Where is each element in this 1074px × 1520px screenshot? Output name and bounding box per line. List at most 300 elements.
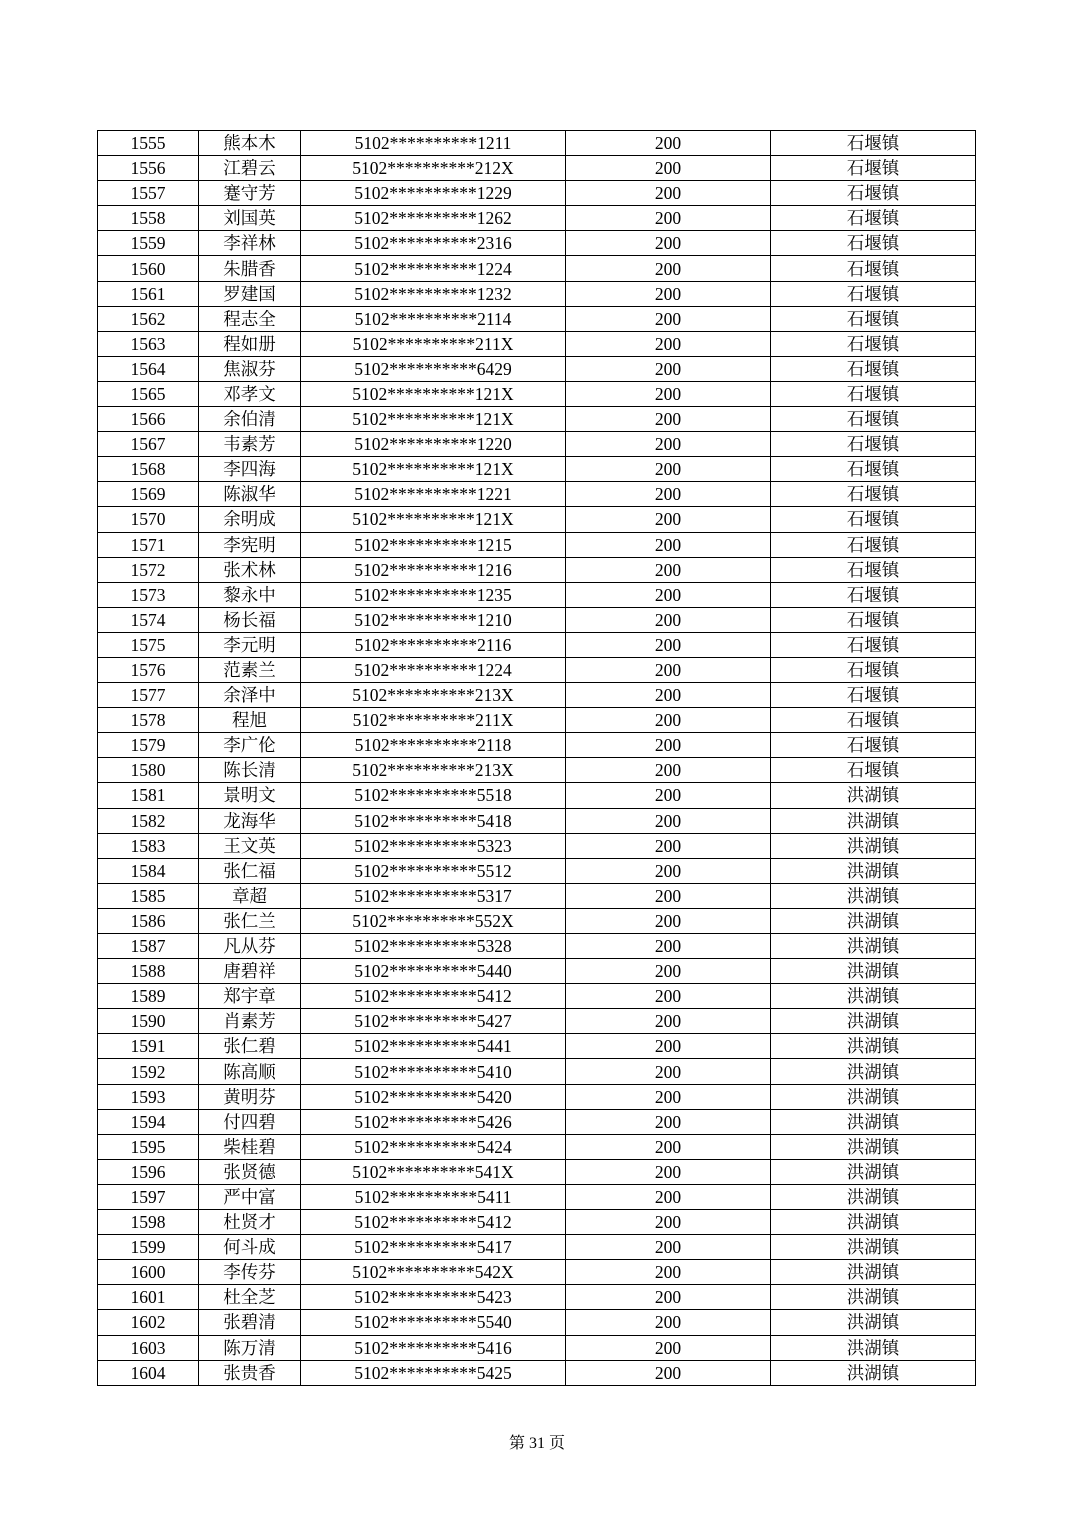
table-row xyxy=(98,1310,976,1335)
town-cell: 石堰镇 xyxy=(771,708,976,733)
town-cell: 洪湖镇 xyxy=(771,1360,976,1385)
amount-cell: 200 xyxy=(566,959,771,984)
table-row xyxy=(98,808,976,833)
serial-number-cell: 1586 xyxy=(98,908,199,933)
serial-number-cell: 1565 xyxy=(98,381,199,406)
serial-number-cell: 1585 xyxy=(98,883,199,908)
table-row xyxy=(98,181,976,206)
name-cell: 邓孝文 xyxy=(199,381,301,406)
town-cell: 洪湖镇 xyxy=(771,908,976,933)
name-cell: 肖素芳 xyxy=(199,1009,301,1034)
amount-cell: 200 xyxy=(566,331,771,356)
name-cell: 张仁兰 xyxy=(199,908,301,933)
name-cell: 章超 xyxy=(199,883,301,908)
serial-number-cell: 1598 xyxy=(98,1210,199,1235)
serial-number-cell: 1583 xyxy=(98,833,199,858)
roster-table xyxy=(97,130,976,1386)
town-cell: 洪湖镇 xyxy=(771,1184,976,1209)
serial-number-cell: 1591 xyxy=(98,1034,199,1059)
town-cell: 石堰镇 xyxy=(771,281,976,306)
id-number-cell: 5102**********5540 xyxy=(301,1310,566,1335)
id-number-cell: 5102**********1262 xyxy=(301,206,566,231)
town-cell: 洪湖镇 xyxy=(771,783,976,808)
amount-cell: 200 xyxy=(566,1335,771,1360)
table-row xyxy=(98,156,976,181)
town-cell: 洪湖镇 xyxy=(771,959,976,984)
amount-cell: 200 xyxy=(566,206,771,231)
table-row xyxy=(98,507,976,532)
table-row xyxy=(98,231,976,256)
id-number-cell: 5102**********5512 xyxy=(301,858,566,883)
amount-cell: 200 xyxy=(566,758,771,783)
name-cell: 何斗成 xyxy=(199,1235,301,1260)
serial-number-cell: 1600 xyxy=(98,1260,199,1285)
amount-cell: 200 xyxy=(566,708,771,733)
town-cell: 石堰镇 xyxy=(771,206,976,231)
name-cell: 程如册 xyxy=(199,331,301,356)
serial-number-cell: 1602 xyxy=(98,1310,199,1335)
serial-number-cell: 1569 xyxy=(98,482,199,507)
amount-cell: 200 xyxy=(566,808,771,833)
serial-number-cell: 1592 xyxy=(98,1059,199,1084)
town-cell: 洪湖镇 xyxy=(771,883,976,908)
serial-number-cell: 1580 xyxy=(98,758,199,783)
serial-number-cell: 1572 xyxy=(98,557,199,582)
table-row xyxy=(98,607,976,632)
serial-number-cell: 1596 xyxy=(98,1159,199,1184)
name-cell: 付四碧 xyxy=(199,1109,301,1134)
table-row xyxy=(98,683,976,708)
serial-number-cell: 1604 xyxy=(98,1360,199,1385)
name-cell: 李宪明 xyxy=(199,532,301,557)
town-cell: 石堰镇 xyxy=(771,181,976,206)
town-cell: 石堰镇 xyxy=(771,256,976,281)
town-cell: 石堰镇 xyxy=(771,657,976,682)
amount-cell: 200 xyxy=(566,1034,771,1059)
town-cell: 洪湖镇 xyxy=(771,1059,976,1084)
amount-cell: 200 xyxy=(566,306,771,331)
town-cell: 石堰镇 xyxy=(771,331,976,356)
amount-cell: 200 xyxy=(566,607,771,632)
town-cell: 石堰镇 xyxy=(771,607,976,632)
id-number-cell: 5102**********5440 xyxy=(301,959,566,984)
name-cell: 龙海华 xyxy=(199,808,301,833)
name-cell: 景明文 xyxy=(199,783,301,808)
amount-cell: 200 xyxy=(566,908,771,933)
id-number-cell: 5102**********1235 xyxy=(301,582,566,607)
serial-number-cell: 1567 xyxy=(98,432,199,457)
name-cell: 范素兰 xyxy=(199,657,301,682)
table-row xyxy=(98,1335,976,1360)
table-row xyxy=(98,206,976,231)
town-cell: 洪湖镇 xyxy=(771,1260,976,1285)
amount-cell: 200 xyxy=(566,1084,771,1109)
amount-cell: 200 xyxy=(566,231,771,256)
name-cell: 程旭 xyxy=(199,708,301,733)
table-row xyxy=(98,934,976,959)
name-cell: 郑宇章 xyxy=(199,984,301,1009)
id-number-cell: 5102**********213X xyxy=(301,758,566,783)
table-row xyxy=(98,331,976,356)
id-number-cell: 5102**********212X xyxy=(301,156,566,181)
amount-cell: 200 xyxy=(566,281,771,306)
town-cell: 石堰镇 xyxy=(771,381,976,406)
name-cell: 张贤德 xyxy=(199,1159,301,1184)
amount-cell: 200 xyxy=(566,733,771,758)
id-number-cell: 5102**********1220 xyxy=(301,432,566,457)
serial-number-cell: 1595 xyxy=(98,1134,199,1159)
id-number-cell: 5102**********121X xyxy=(301,407,566,432)
id-number-cell: 5102**********5426 xyxy=(301,1109,566,1134)
name-cell: 张术林 xyxy=(199,557,301,582)
town-cell: 石堰镇 xyxy=(771,407,976,432)
amount-cell: 200 xyxy=(566,181,771,206)
name-cell: 李祥林 xyxy=(199,231,301,256)
table-row xyxy=(98,1184,976,1209)
amount-cell: 200 xyxy=(566,582,771,607)
amount-cell: 200 xyxy=(566,1360,771,1385)
page-number: 第 31 页 xyxy=(508,1435,565,1452)
id-number-cell: 5102**********541X xyxy=(301,1159,566,1184)
town-cell: 石堰镇 xyxy=(771,582,976,607)
town-cell: 洪湖镇 xyxy=(771,1335,976,1360)
name-cell: 黄明芬 xyxy=(199,1084,301,1109)
town-cell: 洪湖镇 xyxy=(771,808,976,833)
name-cell: 张贵香 xyxy=(199,1360,301,1385)
id-number-cell: 5102**********121X xyxy=(301,457,566,482)
id-number-cell: 5102**********2114 xyxy=(301,306,566,331)
id-number-cell: 5102**********5416 xyxy=(301,1335,566,1360)
town-cell: 洪湖镇 xyxy=(771,1159,976,1184)
serial-number-cell: 1603 xyxy=(98,1335,199,1360)
table-row xyxy=(98,407,976,432)
town-cell: 洪湖镇 xyxy=(771,1210,976,1235)
table-row xyxy=(98,758,976,783)
town-cell: 石堰镇 xyxy=(771,632,976,657)
table-row xyxy=(98,1360,976,1385)
table-row xyxy=(98,1285,976,1310)
id-number-cell: 5102**********5411 xyxy=(301,1184,566,1209)
town-cell: 石堰镇 xyxy=(771,457,976,482)
amount-cell: 200 xyxy=(566,156,771,181)
amount-cell: 200 xyxy=(566,1184,771,1209)
serial-number-cell: 1587 xyxy=(98,934,199,959)
name-cell: 杜贤才 xyxy=(199,1210,301,1235)
amount-cell: 200 xyxy=(566,407,771,432)
serial-number-cell: 1563 xyxy=(98,331,199,356)
table-row xyxy=(98,959,976,984)
id-number-cell: 5102**********5412 xyxy=(301,1210,566,1235)
table-row xyxy=(98,432,976,457)
name-cell: 余伯清 xyxy=(199,407,301,432)
name-cell: 李元明 xyxy=(199,632,301,657)
name-cell: 罗建国 xyxy=(199,281,301,306)
table-row xyxy=(98,632,976,657)
serial-number-cell: 1562 xyxy=(98,306,199,331)
table-row xyxy=(98,557,976,582)
table-row xyxy=(98,281,976,306)
serial-number-cell: 1558 xyxy=(98,206,199,231)
table-row xyxy=(98,1159,976,1184)
amount-cell: 200 xyxy=(566,657,771,682)
town-cell: 洪湖镇 xyxy=(771,833,976,858)
roster-table-body xyxy=(98,131,976,1386)
name-cell: 余明成 xyxy=(199,507,301,532)
serial-number-cell: 1581 xyxy=(98,783,199,808)
id-number-cell: 5102**********552X xyxy=(301,908,566,933)
table-row xyxy=(98,708,976,733)
table-row xyxy=(98,1084,976,1109)
serial-number-cell: 1597 xyxy=(98,1184,199,1209)
amount-cell: 200 xyxy=(566,1210,771,1235)
id-number-cell: 5102**********2316 xyxy=(301,231,566,256)
town-cell: 石堰镇 xyxy=(771,306,976,331)
id-number-cell: 5102**********5441 xyxy=(301,1034,566,1059)
town-cell: 石堰镇 xyxy=(771,432,976,457)
amount-cell: 200 xyxy=(566,1310,771,1335)
table-row xyxy=(98,908,976,933)
serial-number-cell: 1574 xyxy=(98,607,199,632)
serial-number-cell: 1571 xyxy=(98,532,199,557)
amount-cell: 200 xyxy=(566,1285,771,1310)
serial-number-cell: 1559 xyxy=(98,231,199,256)
town-cell: 洪湖镇 xyxy=(771,1285,976,1310)
table-row xyxy=(98,1235,976,1260)
amount-cell: 200 xyxy=(566,1235,771,1260)
town-cell: 洪湖镇 xyxy=(771,1134,976,1159)
id-number-cell: 5102**********1215 xyxy=(301,532,566,557)
serial-number-cell: 1560 xyxy=(98,256,199,281)
id-number-cell: 5102**********5328 xyxy=(301,934,566,959)
amount-cell: 200 xyxy=(566,381,771,406)
town-cell: 石堰镇 xyxy=(771,733,976,758)
id-number-cell: 5102**********211X xyxy=(301,708,566,733)
town-cell: 洪湖镇 xyxy=(771,1009,976,1034)
name-cell: 刘国英 xyxy=(199,206,301,231)
town-cell: 洪湖镇 xyxy=(771,1034,976,1059)
name-cell: 张碧清 xyxy=(199,1310,301,1335)
amount-cell: 200 xyxy=(566,1134,771,1159)
serial-number-cell: 1555 xyxy=(98,131,199,156)
table-row xyxy=(98,457,976,482)
town-cell: 洪湖镇 xyxy=(771,858,976,883)
table-row xyxy=(98,131,976,156)
amount-cell: 200 xyxy=(566,457,771,482)
amount-cell: 200 xyxy=(566,632,771,657)
id-number-cell: 5102**********5412 xyxy=(301,984,566,1009)
town-cell: 洪湖镇 xyxy=(771,1084,976,1109)
amount-cell: 200 xyxy=(566,683,771,708)
serial-number-cell: 1584 xyxy=(98,858,199,883)
id-number-cell: 5102**********5423 xyxy=(301,1285,566,1310)
table-row xyxy=(98,1059,976,1084)
amount-cell: 200 xyxy=(566,984,771,1009)
id-number-cell: 5102**********5518 xyxy=(301,783,566,808)
serial-number-cell: 1599 xyxy=(98,1235,199,1260)
table-row xyxy=(98,733,976,758)
town-cell: 石堰镇 xyxy=(771,482,976,507)
serial-number-cell: 1594 xyxy=(98,1109,199,1134)
town-cell: 洪湖镇 xyxy=(771,1235,976,1260)
id-number-cell: 5102**********5418 xyxy=(301,808,566,833)
id-number-cell: 5102**********121X xyxy=(301,507,566,532)
town-cell: 石堰镇 xyxy=(771,758,976,783)
amount-cell: 200 xyxy=(566,532,771,557)
town-cell: 石堰镇 xyxy=(771,557,976,582)
table-row xyxy=(98,858,976,883)
table-row xyxy=(98,356,976,381)
name-cell: 陈长清 xyxy=(199,758,301,783)
id-number-cell: 5102**********5420 xyxy=(301,1084,566,1109)
id-number-cell: 5102**********5427 xyxy=(301,1009,566,1034)
id-number-cell: 5102**********1211 xyxy=(301,131,566,156)
town-cell: 洪湖镇 xyxy=(771,1310,976,1335)
amount-cell: 200 xyxy=(566,1109,771,1134)
name-cell: 张仁福 xyxy=(199,858,301,883)
name-cell: 陈淑华 xyxy=(199,482,301,507)
serial-number-cell: 1593 xyxy=(98,1084,199,1109)
amount-cell: 200 xyxy=(566,557,771,582)
name-cell: 严中富 xyxy=(199,1184,301,1209)
town-cell: 洪湖镇 xyxy=(771,1109,976,1134)
amount-cell: 200 xyxy=(566,482,771,507)
amount-cell: 200 xyxy=(566,507,771,532)
name-cell: 江碧云 xyxy=(199,156,301,181)
name-cell: 张仁碧 xyxy=(199,1034,301,1059)
serial-number-cell: 1578 xyxy=(98,708,199,733)
id-number-cell: 5102**********1210 xyxy=(301,607,566,632)
table-row xyxy=(98,833,976,858)
table-row xyxy=(98,1034,976,1059)
id-number-cell: 5102**********1221 xyxy=(301,482,566,507)
name-cell: 王文英 xyxy=(199,833,301,858)
serial-number-cell: 1573 xyxy=(98,582,199,607)
amount-cell: 200 xyxy=(566,934,771,959)
amount-cell: 200 xyxy=(566,432,771,457)
id-number-cell: 5102**********2118 xyxy=(301,733,566,758)
id-number-cell: 5102**********5424 xyxy=(301,1134,566,1159)
serial-number-cell: 1566 xyxy=(98,407,199,432)
amount-cell: 200 xyxy=(566,883,771,908)
amount-cell: 200 xyxy=(566,1260,771,1285)
name-cell: 黎永中 xyxy=(199,582,301,607)
name-cell: 柴桂碧 xyxy=(199,1134,301,1159)
serial-number-cell: 1579 xyxy=(98,733,199,758)
id-number-cell: 5102**********5425 xyxy=(301,1360,566,1385)
amount-cell: 200 xyxy=(566,858,771,883)
id-number-cell: 5102**********1229 xyxy=(301,181,566,206)
id-number-cell: 5102**********213X xyxy=(301,683,566,708)
name-cell: 熊本木 xyxy=(199,131,301,156)
table-row xyxy=(98,256,976,281)
name-cell: 李广伦 xyxy=(199,733,301,758)
amount-cell: 200 xyxy=(566,783,771,808)
name-cell: 李四海 xyxy=(199,457,301,482)
id-number-cell: 5102**********211X xyxy=(301,331,566,356)
id-number-cell: 5102**********5410 xyxy=(301,1059,566,1084)
table-row xyxy=(98,582,976,607)
table-row xyxy=(98,532,976,557)
serial-number-cell: 1568 xyxy=(98,457,199,482)
serial-number-cell: 1576 xyxy=(98,657,199,682)
id-number-cell: 5102**********5317 xyxy=(301,883,566,908)
id-number-cell: 5102**********2116 xyxy=(301,632,566,657)
amount-cell: 200 xyxy=(566,131,771,156)
table-row xyxy=(98,1210,976,1235)
table-row xyxy=(98,984,976,1009)
serial-number-cell: 1582 xyxy=(98,808,199,833)
serial-number-cell: 1557 xyxy=(98,181,199,206)
town-cell: 石堰镇 xyxy=(771,156,976,181)
town-cell: 石堰镇 xyxy=(771,532,976,557)
serial-number-cell: 1588 xyxy=(98,959,199,984)
name-cell: 韦素芳 xyxy=(199,432,301,457)
table-row xyxy=(98,1134,976,1159)
name-cell: 余泽中 xyxy=(199,683,301,708)
name-cell: 杨长福 xyxy=(199,607,301,632)
serial-number-cell: 1564 xyxy=(98,356,199,381)
name-cell: 杜全芝 xyxy=(199,1285,301,1310)
name-cell: 李传芬 xyxy=(199,1260,301,1285)
id-number-cell: 5102**********5417 xyxy=(301,1235,566,1260)
town-cell: 石堰镇 xyxy=(771,356,976,381)
amount-cell: 200 xyxy=(566,1059,771,1084)
table-row xyxy=(98,657,976,682)
amount-cell: 200 xyxy=(566,1009,771,1034)
amount-cell: 200 xyxy=(566,256,771,281)
id-number-cell: 5102**********542X xyxy=(301,1260,566,1285)
name-cell: 陈万清 xyxy=(199,1335,301,1360)
id-number-cell: 5102**********1232 xyxy=(301,281,566,306)
id-number-cell: 5102**********121X xyxy=(301,381,566,406)
serial-number-cell: 1556 xyxy=(98,156,199,181)
id-number-cell: 5102**********6429 xyxy=(301,356,566,381)
town-cell: 洪湖镇 xyxy=(771,984,976,1009)
town-cell: 石堰镇 xyxy=(771,507,976,532)
table-row xyxy=(98,1009,976,1034)
town-cell: 石堰镇 xyxy=(771,683,976,708)
name-cell: 程志全 xyxy=(199,306,301,331)
serial-number-cell: 1575 xyxy=(98,632,199,657)
name-cell: 唐碧祥 xyxy=(199,959,301,984)
id-number-cell: 5102**********1216 xyxy=(301,557,566,582)
town-cell: 石堰镇 xyxy=(771,231,976,256)
name-cell: 朱腊香 xyxy=(199,256,301,281)
serial-number-cell: 1601 xyxy=(98,1285,199,1310)
table-row xyxy=(98,783,976,808)
table-row xyxy=(98,482,976,507)
name-cell: 凡从芬 xyxy=(199,934,301,959)
serial-number-cell: 1577 xyxy=(98,683,199,708)
serial-number-cell: 1590 xyxy=(98,1009,199,1034)
id-number-cell: 5102**********1224 xyxy=(301,657,566,682)
amount-cell: 200 xyxy=(566,356,771,381)
name-cell: 陈高顺 xyxy=(199,1059,301,1084)
serial-number-cell: 1589 xyxy=(98,984,199,1009)
name-cell: 焦淑芬 xyxy=(199,356,301,381)
id-number-cell: 5102**********1224 xyxy=(301,256,566,281)
table-row xyxy=(98,1260,976,1285)
serial-number-cell: 1561 xyxy=(98,281,199,306)
serial-number-cell: 1570 xyxy=(98,507,199,532)
town-cell: 洪湖镇 xyxy=(771,934,976,959)
name-cell: 蹇守芳 xyxy=(199,181,301,206)
amount-cell: 200 xyxy=(566,833,771,858)
id-number-cell: 5102**********5323 xyxy=(301,833,566,858)
town-cell: 石堰镇 xyxy=(771,131,976,156)
table-row xyxy=(98,306,976,331)
table-row xyxy=(98,1109,976,1134)
